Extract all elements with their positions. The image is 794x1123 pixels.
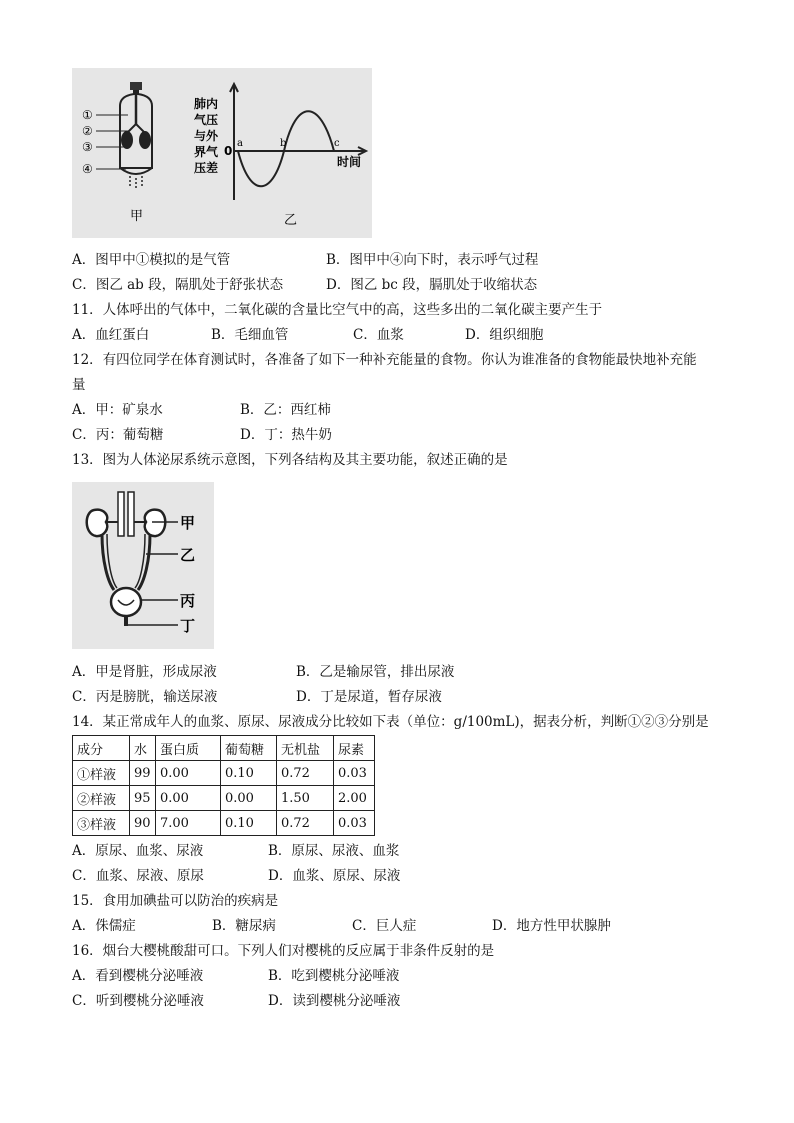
urinary-system-figure	[72, 482, 214, 649]
caption-jia: 甲	[130, 209, 144, 224]
table-row	[73, 786, 375, 811]
urinary-system-drawing	[72, 482, 214, 649]
q12-option-a: A．甲：矿泉水	[72, 402, 163, 418]
table-cell: 99	[130, 761, 156, 786]
y-axis-label-4: 界气	[194, 145, 219, 159]
y-axis-label-1: 肺内	[194, 97, 219, 111]
table-cell: 2.00	[334, 786, 375, 811]
q13-option-d: D．丁是尿道，暂存尿液	[296, 689, 442, 705]
table-cell: 0.03	[334, 811, 375, 836]
table-header-cell: 成分	[73, 736, 130, 761]
y-axis-label-5: 压差	[194, 161, 219, 175]
fig1-label-1: ①	[82, 108, 93, 122]
q11-option-b: B．毛细血管	[211, 327, 289, 343]
table-cell: 7.00	[156, 811, 221, 836]
q16-option-d: D．读到樱桃分泌唾液	[268, 993, 401, 1009]
x-axis-label: 时间	[337, 155, 362, 169]
table-header-cell: 水	[130, 736, 156, 761]
q12-option-d: D．丁：热牛奶	[240, 427, 332, 443]
graph-origin: 0	[224, 144, 233, 158]
label-ding: 丁	[180, 617, 196, 635]
q11-option-c: C．血浆	[353, 327, 404, 343]
q16-option-b: B．吃到樱桃分泌唾液	[268, 968, 400, 984]
fig1-label-3: ③	[82, 140, 93, 154]
table-row	[73, 811, 375, 836]
table-cell: 0.72	[277, 811, 334, 836]
table-header-cell: 尿素	[334, 736, 375, 761]
table-cell: 0.00	[221, 786, 277, 811]
table-row	[73, 761, 375, 786]
q10-option-d: D．图乙 bc 段，膈肌处于收缩状态	[326, 277, 538, 293]
q10-option-b: B．图甲中④向下时，表示呼气过程	[326, 252, 539, 268]
q10-option-a: A．图甲中①模拟的是气管	[72, 252, 231, 268]
q13-option-b: B．乙是输尿管，排出尿液	[296, 664, 455, 680]
table-cell: 0.03	[334, 761, 375, 786]
q12-stem-line1: 12．有四位同学在体育测试时，各准备了如下一种补充能量的食物。你认为谁准备的食物能最快地补充能	[72, 352, 697, 368]
fig1-label-2: ②	[82, 124, 93, 138]
q10-option-c: C．图乙 ab 段，隔肌处于舒张状态	[72, 277, 284, 293]
y-axis-label-3: 与外	[194, 129, 219, 143]
label-bing: 丙	[180, 592, 196, 610]
q11-option-d: D．组织细胞	[465, 327, 544, 343]
table-cell: 1.50	[277, 786, 334, 811]
composition-table	[72, 735, 375, 836]
table-header-cell: 葡萄糖	[221, 736, 277, 761]
fig1-label-4: ④	[82, 162, 93, 176]
point-a: a	[237, 138, 243, 149]
q14-option-c: C．血浆、尿液、原尿	[72, 868, 204, 884]
q11-option-a: A．血红蛋白	[72, 327, 150, 343]
breathing-figure	[72, 68, 372, 238]
q15-option-d: D．地方性甲状腺肿	[492, 918, 611, 934]
q16-option-c: C．听到樱桃分泌唾液	[72, 993, 204, 1009]
q15-option-a: A．侏儒症	[72, 918, 136, 934]
q16-option-a: A．看到樱桃分泌唾液	[72, 968, 204, 984]
point-c: c	[334, 138, 340, 149]
table-cell: ③样液	[73, 811, 130, 836]
table-cell: 0.10	[221, 761, 277, 786]
table-cell: 95	[130, 786, 156, 811]
q12-stem-line2: 量	[72, 377, 86, 393]
table-cell: 0.00	[156, 786, 221, 811]
table-header-row	[73, 736, 375, 761]
q15-option-c: C．巨人症	[352, 918, 417, 934]
table-cell: 0.72	[277, 761, 334, 786]
q14-option-a: A．原尿、血浆、尿液	[72, 843, 204, 859]
table-cell: 90	[130, 811, 156, 836]
caption-yi: 乙	[284, 213, 298, 228]
point-b: b	[280, 138, 287, 149]
q14-option-d: D．血浆、原尿、尿液	[268, 868, 401, 884]
q14-option-b: B．原尿、尿液、血浆	[268, 843, 400, 859]
table-header-cell: 蛋白质	[156, 736, 221, 761]
q12-option-c: C．丙：葡萄糖	[72, 427, 164, 443]
table-cell: 0.00	[156, 761, 221, 786]
table-cell: ①样液	[73, 761, 130, 786]
q12-option-b: B．乙：西红柿	[240, 402, 331, 418]
y-axis-label-2: 气压	[194, 113, 219, 127]
table-cell: 0.10	[221, 811, 277, 836]
q13-option-a: A．甲是肾脏，形成尿液	[72, 664, 217, 680]
q15-stem: 15．食用加碘盐可以防治的疾病是	[72, 893, 279, 909]
q16-stem: 16．烟台大樱桃酸甜可口。下列人们对樱桃的反应属于非条件反射的是	[72, 943, 495, 959]
breathing-figure-drawing	[72, 68, 372, 238]
q13-stem: 13．图为人体泌尿系统示意图，下列各结构及其主要功能，叙述正确的是	[72, 452, 508, 468]
label-jia: 甲	[180, 514, 196, 532]
table-cell: ②样液	[73, 786, 130, 811]
q11-stem: 11．人体呼出的气体中，二氧化碳的含量比空气中的高，这些多出的二氧化碳主要产生于	[72, 302, 603, 318]
table-header-cell: 无机盐	[277, 736, 334, 761]
q14-stem: 14．某正常成年人的血浆、原尿、尿液成分比较如下表（单位：g/100mL)，据表分析，判断①②③分别是	[72, 714, 709, 730]
label-yi: 乙	[180, 546, 196, 564]
q13-option-c: C．丙是膀胱，输送尿液	[72, 689, 218, 705]
q15-option-b: B．糖尿病	[212, 918, 276, 934]
